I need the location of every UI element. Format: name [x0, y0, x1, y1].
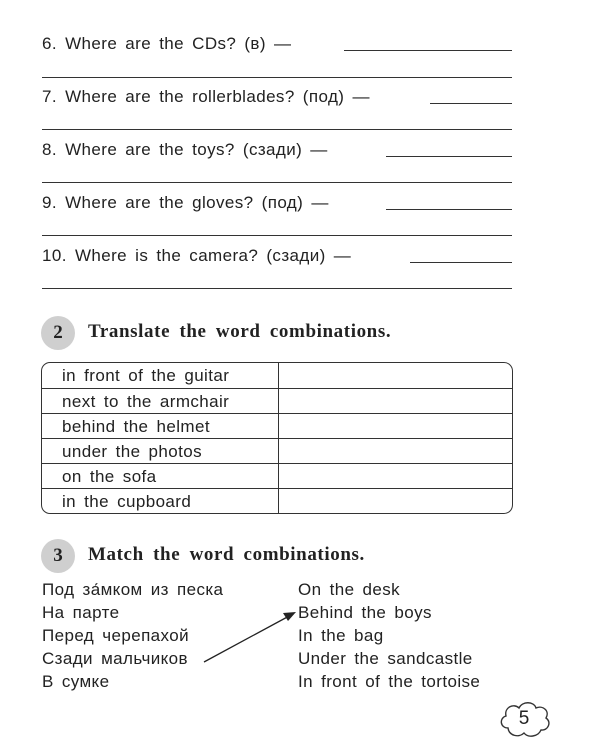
table-cell-phrase: under the photos [62, 442, 202, 461]
match-left-item[interactable]: В сумке [42, 672, 110, 691]
match-right-item[interactable]: In front of the tortoise [298, 672, 481, 691]
match-right-item[interactable]: In the bag [298, 626, 384, 645]
table-cell-phrase: behind the helmet [62, 417, 210, 436]
table-cell-phrase: on the sofa [62, 467, 157, 486]
question-7: 7. Where are the rollerblades? (под) — [42, 87, 370, 106]
match-left-item[interactable]: На парте [42, 603, 120, 622]
section-2-number-badge: 2 [41, 316, 75, 350]
question-6: 6. Where are the CDs? (в) — [42, 34, 292, 53]
match-left-item[interactable]: Перед черепахой [42, 626, 189, 645]
match-left-item[interactable]: Под за́мком из песка [42, 580, 224, 599]
section-3-number-badge: 3 [41, 539, 75, 573]
question-8: 8. Where are the toys? (сзади) — [42, 140, 328, 159]
section-3-title: Match the word combinations. [88, 544, 365, 565]
question-10: 10. Where is the camera? (сзади) — [42, 246, 352, 265]
table-cell-phrase: next to the armchair [62, 392, 230, 411]
section-2-title: Translate the word combinations. [88, 321, 392, 342]
match-right-item[interactable]: Behind the boys [298, 603, 432, 622]
table-cell-phrase: in the cupboard [62, 492, 192, 511]
page-number: 5 [518, 708, 530, 729]
table-cell-phrase: in front of the guitar [62, 366, 230, 385]
match-right-item[interactable]: On the desk [298, 580, 401, 599]
question-9: 9. Where are the gloves? (под) — [42, 193, 329, 212]
match-right-item[interactable]: Under the sandcastle [298, 649, 473, 668]
match-left-item[interactable]: Сзади мальчиков [42, 649, 188, 668]
